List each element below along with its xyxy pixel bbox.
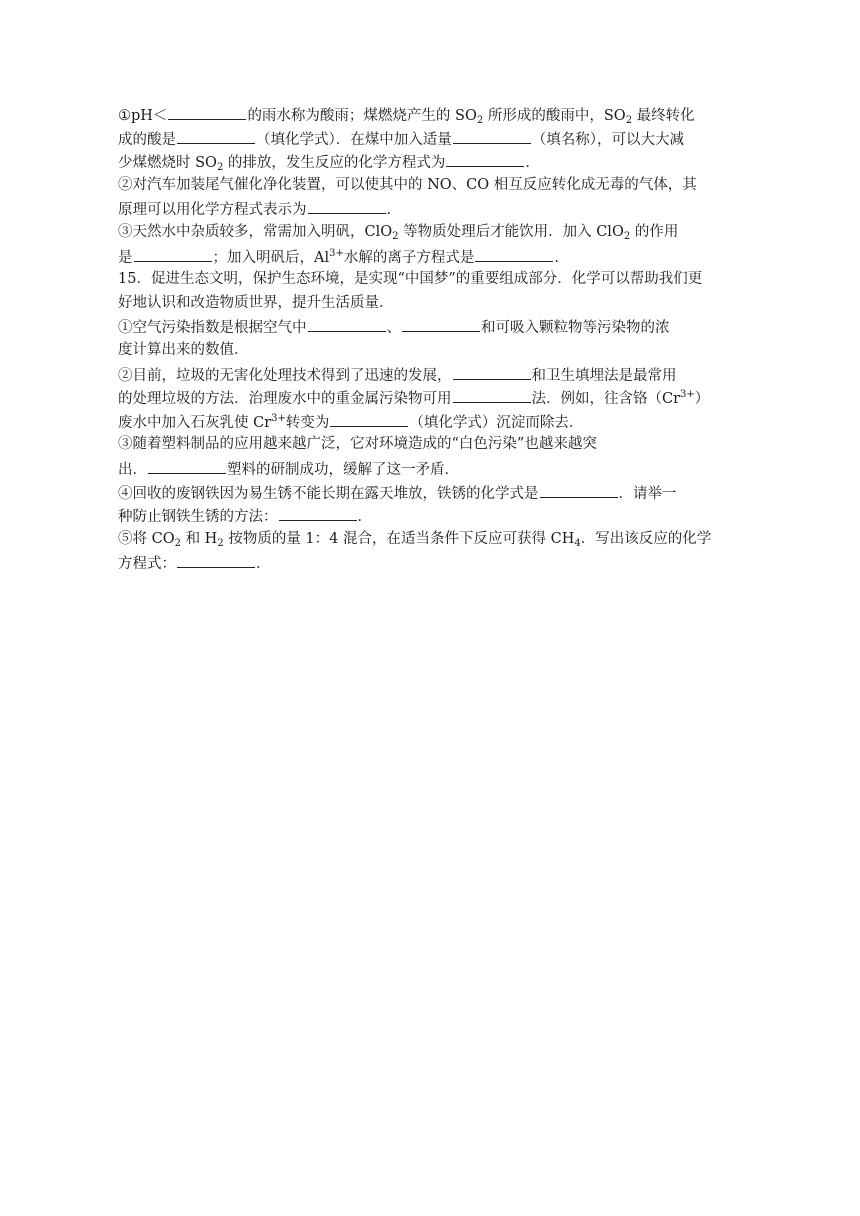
question-text: [118, 103, 738, 575]
superscript: 3+: [329, 247, 344, 259]
text-segment: ③随着塑料制品的应用越来越广泛，它对环境造成的“白色污染”也越来越突: [118, 436, 597, 453]
answer-blank[interactable]: [453, 386, 531, 403]
text-line: [118, 221, 738, 245]
text-line: [118, 292, 738, 316]
text-line: [118, 457, 738, 481]
text-segment: ④回收的废钢铁因为易生锈不能长期在露天堆放，铁锈的化学式是: [118, 485, 539, 502]
text-segment: ⑤将 CO: [118, 530, 175, 547]
answer-blank[interactable]: [446, 150, 524, 167]
text-line: [118, 150, 738, 174]
text-segment: 是: [118, 249, 133, 266]
text-segment: 度计算出来的数值．: [118, 341, 249, 358]
text-segment: ①pH＜: [118, 108, 168, 124]
text-segment: 塑料的研制成功，缓解了这一矛盾．: [227, 461, 459, 478]
answer-blank[interactable]: [453, 127, 531, 144]
text-line: [118, 339, 738, 363]
text-segment: 15．促进生态文明，保护生态环境，是实现“中国梦”的重要组成部分．化学可以帮助我们更: [118, 271, 703, 288]
text-segment: 原理可以用化学方程式表示为: [118, 202, 307, 219]
answer-blank[interactable]: [540, 481, 618, 498]
text-segment: ．写出该反应的化学: [580, 530, 712, 547]
text-line: [118, 386, 738, 410]
text-segment: ①空气污染指数是根据空气中: [118, 320, 307, 337]
subscript: 4: [574, 537, 581, 549]
answer-blank[interactable]: [134, 245, 212, 262]
text-segment: 和 H: [180, 530, 218, 547]
text-segment: ③天然水中杂质较多，常需加入明矾，ClO: [118, 223, 393, 240]
text-segment: 水解的离子方程式是: [343, 249, 475, 266]
answer-blank[interactable]: [402, 315, 480, 332]
text-line: [118, 197, 738, 221]
text-segment: 所形成的酸雨中，SO: [483, 108, 626, 124]
text-line: [118, 410, 738, 434]
answer-blank[interactable]: [453, 363, 531, 380]
subscript: 2: [623, 230, 631, 242]
superscript: 3+: [680, 389, 695, 401]
subscript: 2: [174, 537, 181, 549]
text-segment: ．: [256, 556, 271, 573]
text-segment: 出．: [118, 461, 147, 478]
text-segment: 转变为: [285, 414, 330, 431]
text-segment: 种防止钢铁生锈的方法：: [118, 509, 278, 526]
text-segment: （填化学式）．在煤中加入适量: [256, 131, 452, 148]
text-segment: ．请举一: [618, 485, 677, 502]
text-segment: 法．例如，往含铬（Cr: [531, 391, 681, 408]
text-segment: 少煤燃烧时 SO: [118, 155, 217, 172]
answer-blank[interactable]: [177, 551, 255, 568]
answer-blank[interactable]: [177, 127, 255, 144]
text-segment: 按物质的量 1：4 混合，在适当条件下反应可获得 CH: [223, 530, 575, 547]
text-segment: 的雨水称为酸雨；煤燃烧产生的 SO: [247, 108, 477, 124]
text-line: [118, 481, 738, 505]
text-segment: ．: [525, 155, 540, 172]
text-line: [118, 528, 738, 552]
answer-blank[interactable]: [475, 245, 553, 262]
text-line: [118, 315, 738, 339]
text-segment: （填化学式）沉淀而除去．: [409, 414, 584, 431]
text-segment: ．: [386, 202, 401, 219]
text-segment: 和卫生填埋法是最常用: [531, 367, 677, 384]
text-line: [118, 268, 738, 292]
text-segment: 的排放，发生反应的化学方程式为: [223, 155, 446, 172]
text-segment: 最终转化: [632, 108, 695, 124]
subscript: 2: [216, 162, 224, 174]
text-segment: 方程式：: [118, 556, 176, 573]
text-segment: ．: [554, 249, 569, 266]
text-segment: （填名称），可以大大减: [531, 131, 684, 148]
subscript: 2: [217, 537, 224, 549]
text-line: [118, 103, 738, 127]
text-line: [118, 504, 738, 528]
text-line: [118, 433, 738, 457]
text-segment: 好地认识和改造物质世界，提升生活质量．: [118, 294, 394, 311]
text-line: [118, 174, 738, 198]
answer-blank[interactable]: [279, 504, 357, 521]
text-segment: ．: [357, 509, 372, 526]
text-segment: 的处理垃圾的方法．治理废水中的重金属污染物可用: [118, 391, 452, 408]
subscript: 2: [392, 230, 399, 242]
text-segment: ；加入明矾后，Al: [212, 249, 330, 266]
text-segment: 和可吸入颗粒物等污染物的浓: [481, 320, 670, 337]
subscript: 2: [625, 115, 633, 126]
text-line: [118, 127, 738, 151]
text-segment: 成的酸是: [118, 131, 176, 148]
text-line: [118, 245, 738, 269]
text-segment: 废水中加入石灰乳使 Cr: [118, 414, 272, 431]
answer-blank[interactable]: [168, 103, 246, 120]
answer-blank[interactable]: [148, 457, 226, 474]
text-line: [118, 551, 738, 575]
text-segment: ②目前，垃圾的无害化处理技术得到了迅速的发展，: [118, 367, 452, 384]
text-line: [118, 363, 738, 387]
text-segment: ②对汽车加装尾气催化净化装置，可以使其中的 NO、CO 相互反应转化成无毒的气体，其: [118, 176, 697, 193]
text-segment: ）: [694, 391, 710, 408]
superscript: 3+: [271, 412, 286, 424]
text-segment: 等物质处理后才能饮用．加入 ClO: [398, 223, 624, 240]
answer-blank[interactable]: [330, 410, 408, 427]
answer-blank[interactable]: [308, 315, 386, 332]
answer-blank[interactable]: [308, 197, 386, 214]
text-segment: 、: [386, 320, 401, 337]
subscript: 2: [476, 115, 484, 126]
text-segment: 的作用: [630, 223, 679, 240]
